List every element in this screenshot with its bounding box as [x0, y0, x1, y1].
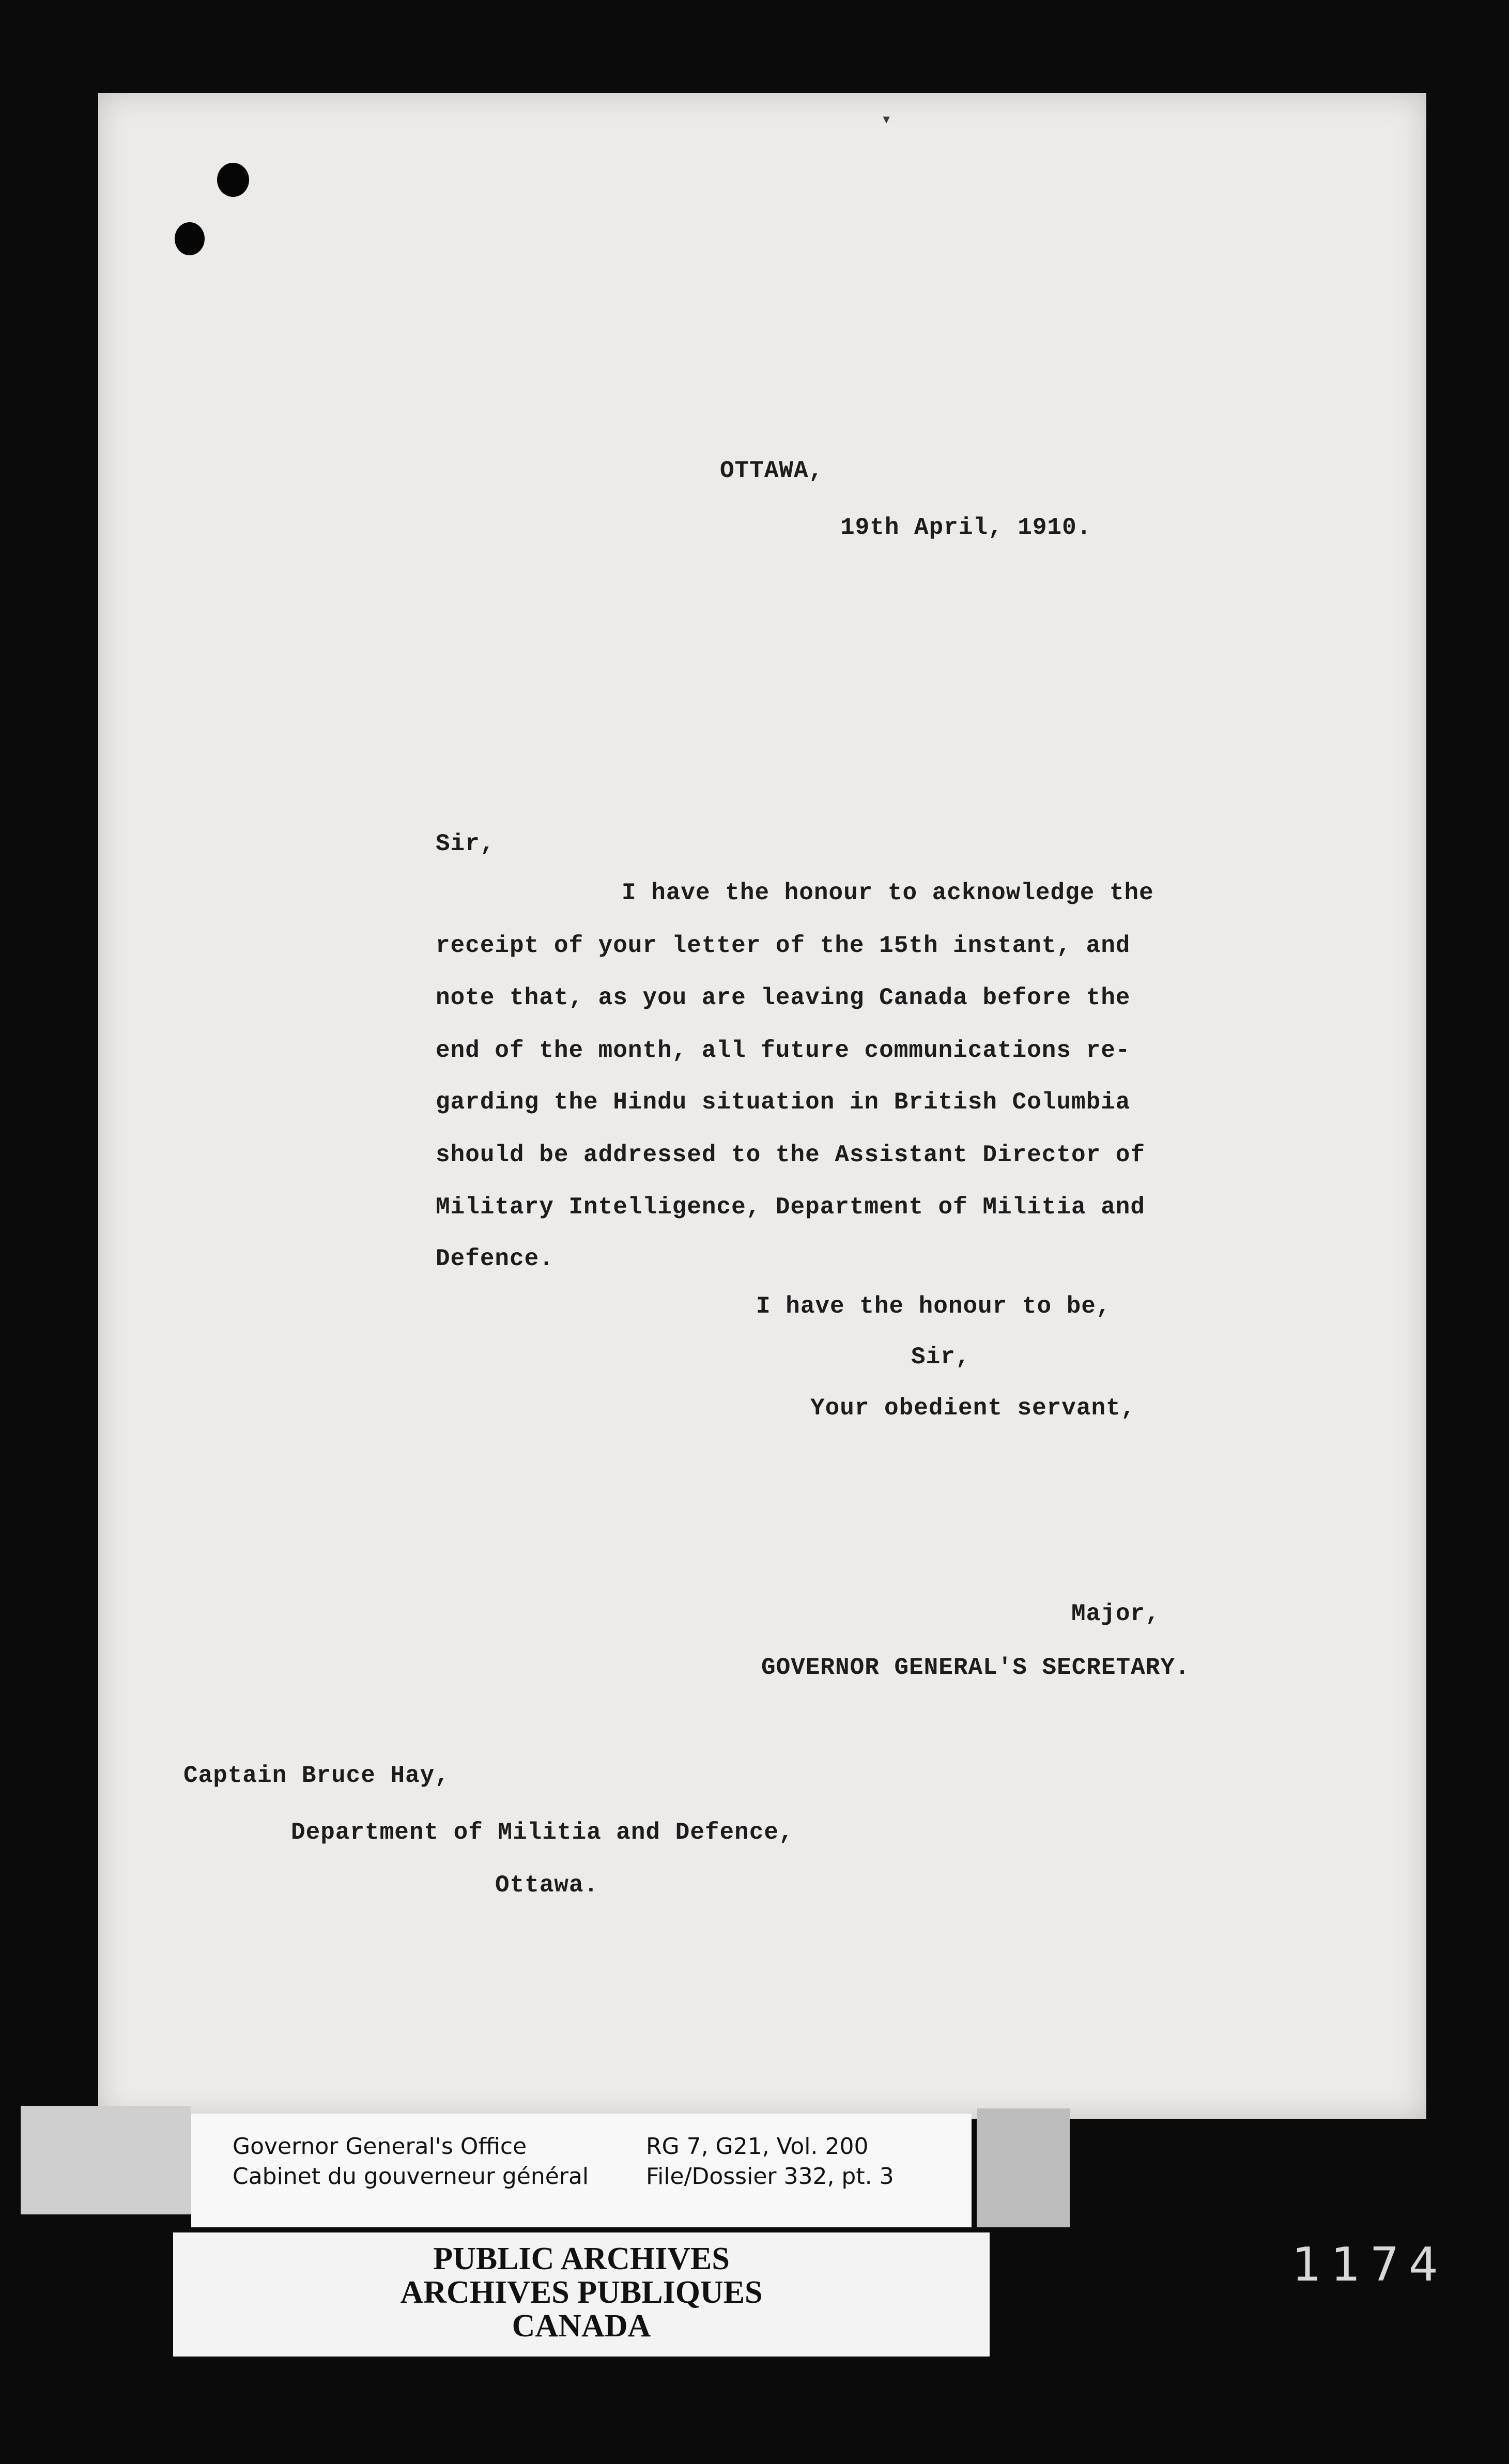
body-line: I have the honour to acknowledge the: [622, 880, 1154, 906]
letter-date: 19th April, 1910.: [840, 514, 1092, 541]
label-left-edge: [21, 2106, 191, 2214]
addressee-department: Department of Militia and Defence,: [291, 1819, 794, 1846]
punch-hole-top: [217, 163, 249, 197]
microfilm-frame-number: 1174: [1292, 2238, 1448, 2292]
addressee-city: Ottawa.: [495, 1872, 599, 1899]
archive-reference-card: [191, 2114, 972, 2227]
archives-stamp: [173, 2232, 990, 2357]
body-line: garding the Hindu situation in British Columbia: [436, 1089, 1131, 1116]
closing-line: I have the honour to be,: [756, 1293, 1111, 1320]
archives-french: ARCHIVES PUBLIQUES: [400, 2275, 763, 2310]
letter-page: [98, 93, 1426, 2119]
closing-servant: Your obedient servant,: [810, 1395, 1136, 1422]
signature-title: GOVERNOR GENERAL'S SECRETARY.: [761, 1654, 1190, 1681]
office-french: Cabinet du gouverneur général: [233, 2163, 589, 2190]
letter-place: OTTAWA,: [720, 457, 824, 484]
record-group: RG 7, G21, Vol. 200: [646, 2133, 869, 2160]
body-line: should be addressed to the Assistant Director of: [436, 1142, 1146, 1168]
office-english: Governor General's Office: [233, 2133, 527, 2160]
archives-country: CANADA: [512, 2308, 651, 2344]
label-right-edge: [977, 2108, 1070, 2227]
body-line: receipt of your letter of the 15th instant, and: [436, 932, 1131, 959]
closing-sir: Sir,: [911, 1344, 971, 1370]
salutation: Sir,: [436, 830, 495, 857]
signature-rank: Major,: [1071, 1600, 1160, 1627]
file-number: File/Dossier 332, pt. 3: [646, 2163, 894, 2190]
punch-hole-bottom: [175, 222, 205, 255]
paper-speck: ▾: [881, 111, 892, 130]
body-line: Military Intelligence, Department of Militia and: [436, 1194, 1146, 1221]
body-line: Defence.: [436, 1245, 554, 1272]
archives-english: PUBLIC ARCHIVES: [433, 2241, 730, 2276]
body-line: end of the month, all future communications re-: [436, 1037, 1131, 1064]
addressee-name: Captain Bruce Hay,: [183, 1762, 450, 1789]
body-line: note that, as you are leaving Canada before the: [436, 984, 1131, 1011]
